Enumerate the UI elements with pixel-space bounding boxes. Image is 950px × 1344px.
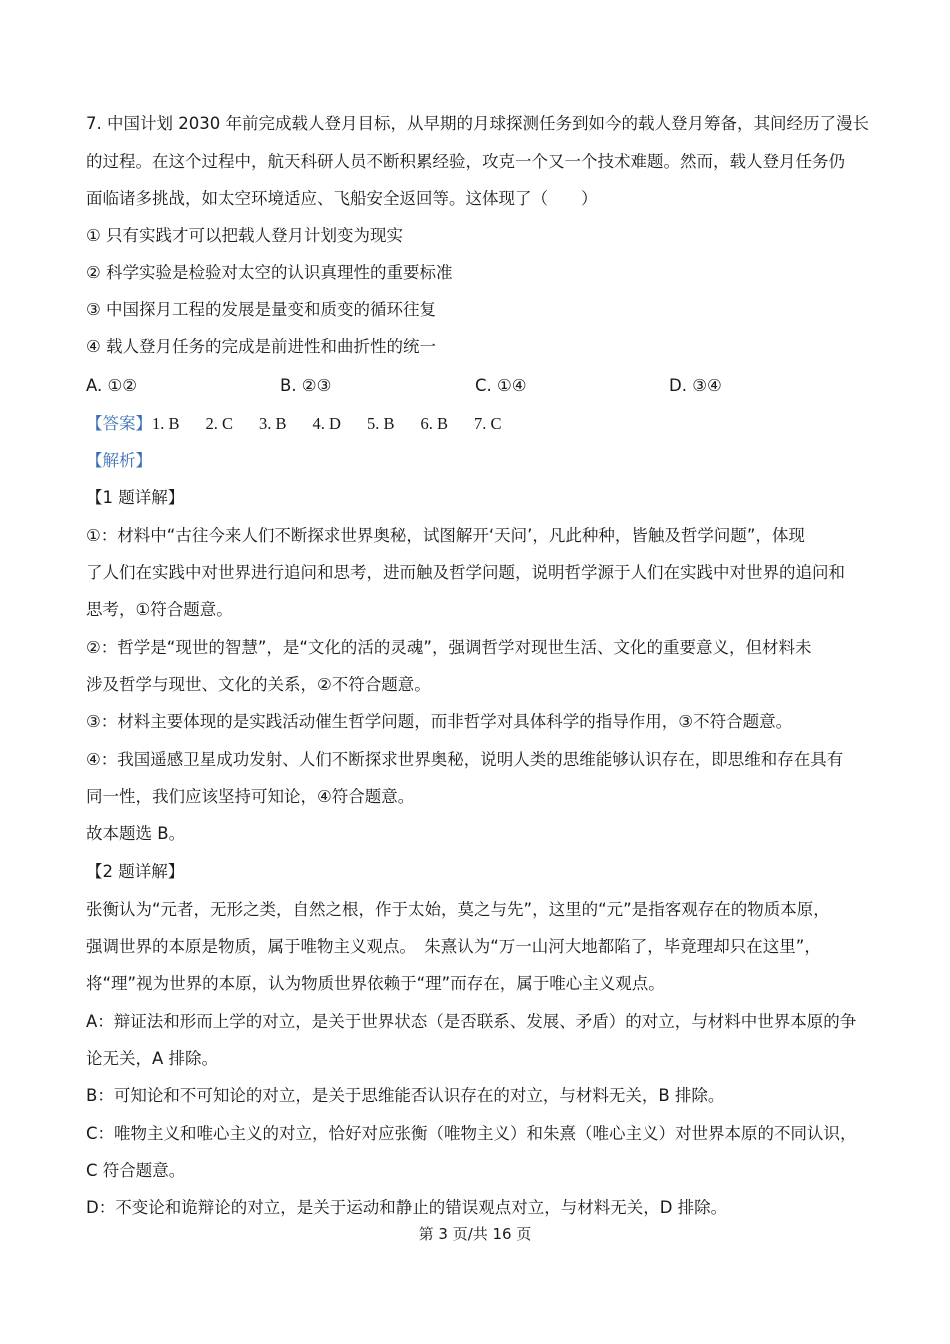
answer-item: 2. C [205,414,234,433]
q2-detail-line: 张衡认为“元者，无形之类，自然之根，作于太始，莫之与先”，这里的“元”是指客观存在的物质本原， [86,900,830,919]
answer-item: 4. D [312,414,341,433]
q1-detail-line: 了人们在实践中对世界进行追问和思考，进而触及哲学问题，说明哲学源于人们在实践中对世界的追问和 [86,563,845,582]
q1-detail-header: 【1 题详解】 [86,488,185,507]
answer-label: 【答案】 [86,414,152,433]
q1-detail-line: 同一性，我们应该坚持可知论，④符合题意。 [86,787,415,806]
q7-statement-3: ③ 中国探月工程的发展是量变和质变的循环往复 [86,300,437,319]
q1-detail-line: ②：哲学是“现世的智慧”，是“文化的活的灵魂”，强调哲学对现世生活、文化的重要意义，但材料未 [86,638,812,657]
q7-statement-1: ① 只有实践才可以把载人登月计划变为现实 [86,226,404,245]
q2-detail-line: C 符合题意。 [86,1161,186,1180]
q1-detail-line: ①：材料中“古往今来人们不断探求世界奥秘，试图解开‘天问’，凡此种种，皆触及哲学问题”，体现 [86,526,805,545]
q7-option-d: D. ③④ [669,376,722,395]
q1-detail-line: 思考，①符合题意。 [86,600,233,619]
answer-row [86,412,528,436]
q2-detail-header: 【2 题详解】 [86,862,185,881]
analysis-label: 【解析】 [86,451,152,470]
q2-detail-line: 将“理”视为世界的本原，认为物质世界依赖于“理”而存在，属于唯心主义观点。 [86,974,665,993]
q7-options [86,374,870,398]
q1-detail-line: 故本题选 B。 [86,824,186,843]
q2-detail-line: D：不变论和诡辩论的对立，是关于运动和静止的错误观点对立，与材料无关，D 排除。 [86,1198,728,1217]
q7-option-a: A. ①② [86,376,138,395]
answer-item: 7. C [474,414,502,433]
answer-item: 1. B [152,414,180,433]
answer-item: 5. B [366,414,395,433]
q2-detail-line: B：可知论和不可知论的对立，是关于思维能否认识存在的对立，与材料无关，B 排除。 [86,1086,725,1105]
answer-item: 6. B [420,414,448,433]
q7-stem-line-2: 的过程。在这个过程中，航天科研人员不断积累经验，攻克一个又一个技术难题。然而，载人登月任务仍 [86,152,845,171]
page-footer: 第 3 页/共 16 页 [418,1225,532,1243]
q7-statement-2: ② 科学实验是检验对太空的认识真理性的重要标准 [86,263,453,282]
q1-detail-line: 涉及哲学与现世、文化的关系，②不符合题意。 [86,675,431,694]
q2-detail-line: 强调世界的本原是物质，属于唯物主义观点。 朱熹认为“万一山河大地都陷了，毕竟理却只在这里”， [86,937,821,956]
q2-detail-line: A：辩证法和形而上学的对立，是关于世界状态（是否联系、发展、矛盾）的对立，与材料中世界本原的争 [86,1012,857,1031]
answer-item: 3. B [259,414,287,433]
q7-option-b: B. ②③ [280,376,332,395]
q2-detail-line: 论无关，A 排除。 [86,1049,219,1068]
q7-stem-line-3: 面临诸多挑战，如太空环境适应、飞船安全返回等。这体现了（ ） [86,189,598,208]
q1-detail-line: ③：材料主要体现的是实践活动催生哲学问题，而非哲学对具体科学的指导作用，③不符合题意。 [86,712,793,731]
q7-stem-line-1: 7. 中国计划 2030 年前完成载人登月目标，从早期的月球探测任务到如今的载人登月筹备，其间经历了漫长 [86,114,869,133]
q1-detail-line: ④：我国遥感卫星成功发射、人们不断探求世界奥秘，说明人类的思维能够认识存在，即思维和存在具有 [86,750,844,769]
q7-statement-4: ④ 载人登月任务的完成是前进性和曲折性的统一 [86,337,437,356]
q2-detail-line: C：唯物主义和唯心主义的对立，恰好对应张衡（唯物主义）和朱熹（唯心主义）对世界本原的不同认识， [86,1124,857,1143]
q7-option-c: C. ①④ [475,376,527,395]
